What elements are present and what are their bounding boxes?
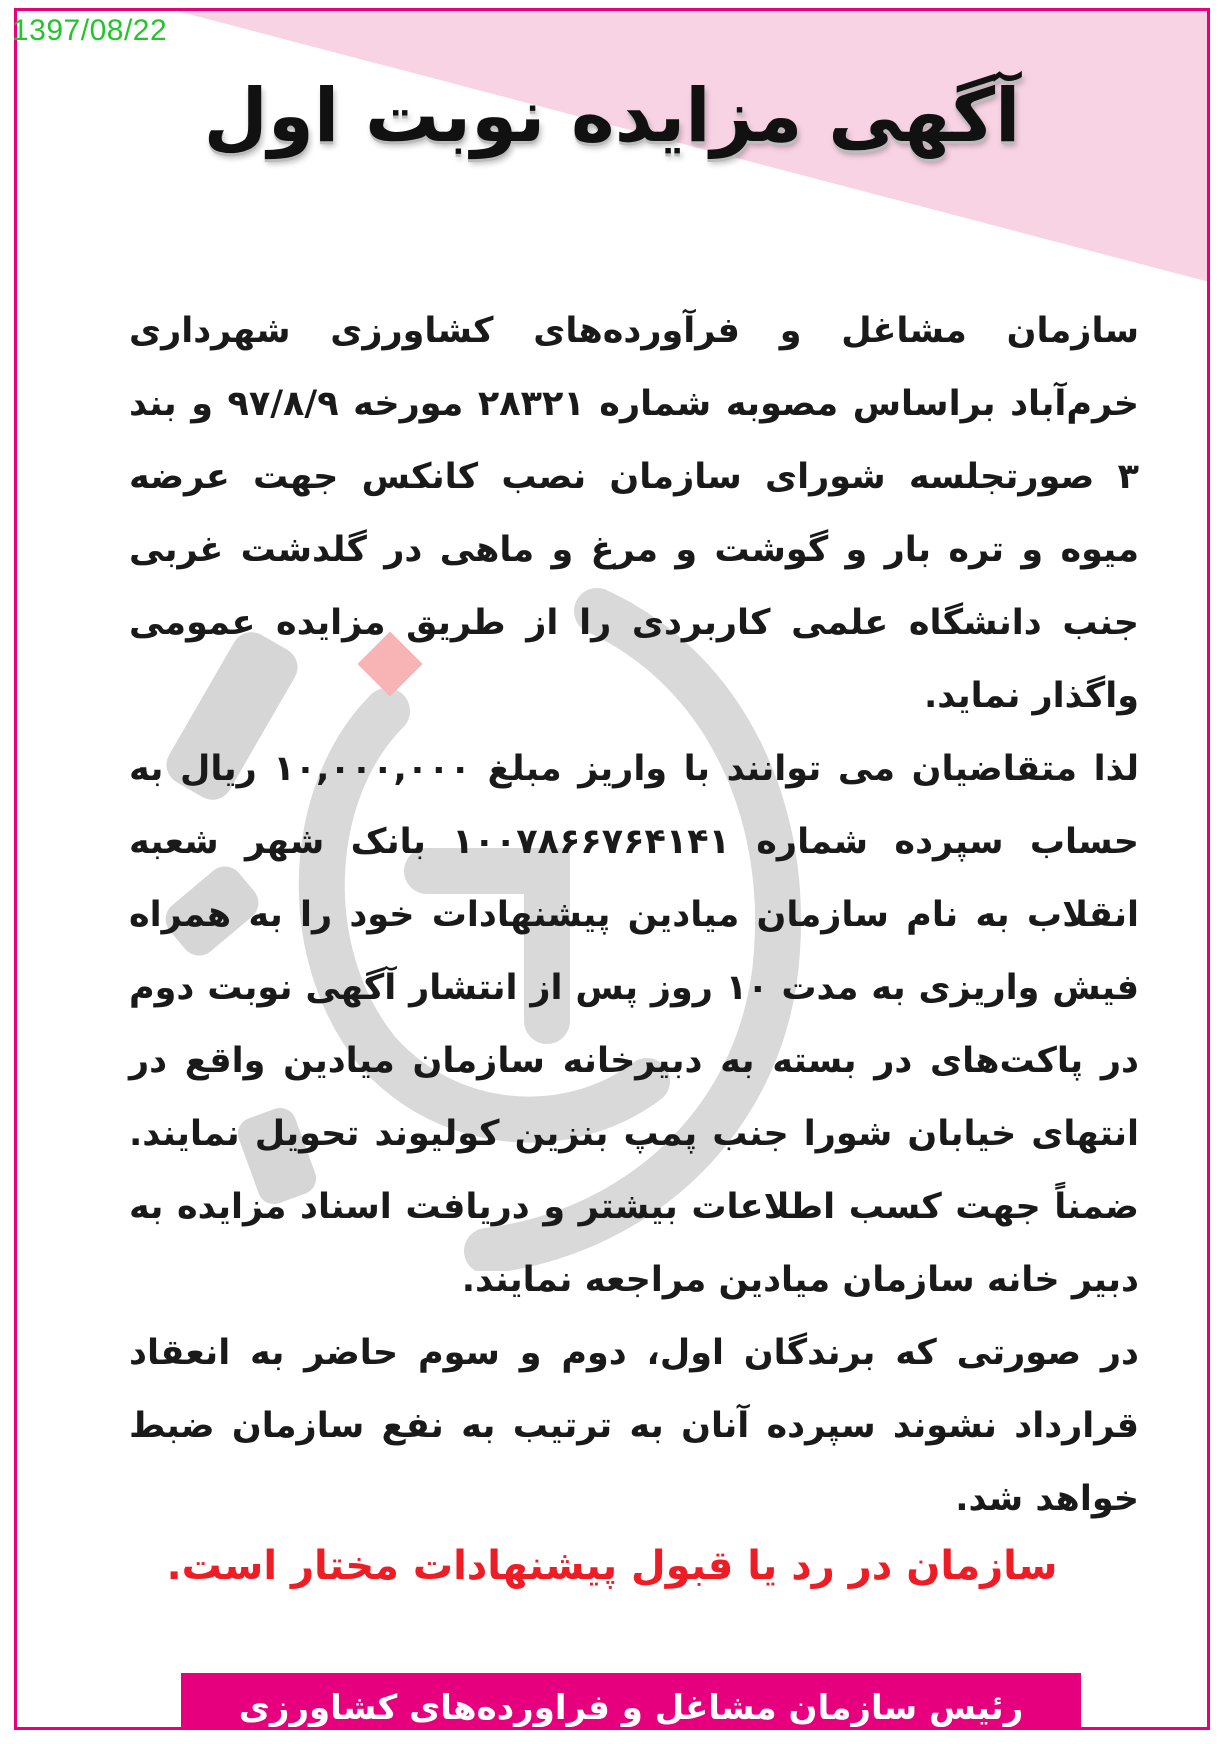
notice-statement: سازمان در رد یا قبول پیشنهادات مختار است.: [166, 1543, 1058, 1589]
announcement-body: [129, 295, 1139, 1536]
advertisement-frame: [14, 8, 1210, 1730]
body-paragraph-intro: سازمان مشاغل و فرآورده‌های کشاورزی شهرداری خرم‌آباد براساس مصوبه شماره ۲۸۳۲۱ مورخه ۹۷/۸/۹ و بند ۳ صورتجلسه شورای سازمان نصب کانکس جهت عرضه میوه و تره بار و گوشت و مرغ و ماهی در گلدشت غربی جنب دانشگاه علمی کاربردی را از طریق مزایده عمومی واگذار نماید.: [129, 311, 1139, 716]
date-stamp: 1397/08/22: [12, 14, 168, 47]
signature-bar: رئیس سازمان مشاغل و فراورده‌های کشاورزی: [181, 1673, 1081, 1730]
body-paragraph-instructions: لذا متقاضیان می توانند با واریز مبلغ ۱۰,۰۰۰,۰۰۰ ریال به حساب سپرده شماره ۱۰۰۷۸۶۶۷۶۴۱۴۱ بانک شهر شعبه انقلاب به نام سازمان میادین پیشنهادات خود را به همراه فیش واریزی به مدت ۱۰ روز پس از انتشار آگهی نوبت دوم در پاکت‌های در بسته به دبیرخانه سازمان میادین واقع در انتهای خیابان شورا جنب پمپ بنزین کولیوند تحویل نمایند. ضمناً جهت کسب اطلاعات بیشتر و دریافت اسناد مزایده به دبیر خانه سازمان میادین مراجعه نمایند.: [129, 749, 1139, 1300]
body-paragraph-forfeit: در صورتی که برندگان اول، دوم و سوم حاضر به انعقاد قرارداد نشوند سپرده آنان به ترتیب به نفع سازمان ضبط خواهد شد.: [129, 1333, 1139, 1519]
pink-diagonal-band: [17, 11, 1210, 331]
page-title: آگهی مزایده نوبت اول: [203, 73, 1021, 159]
